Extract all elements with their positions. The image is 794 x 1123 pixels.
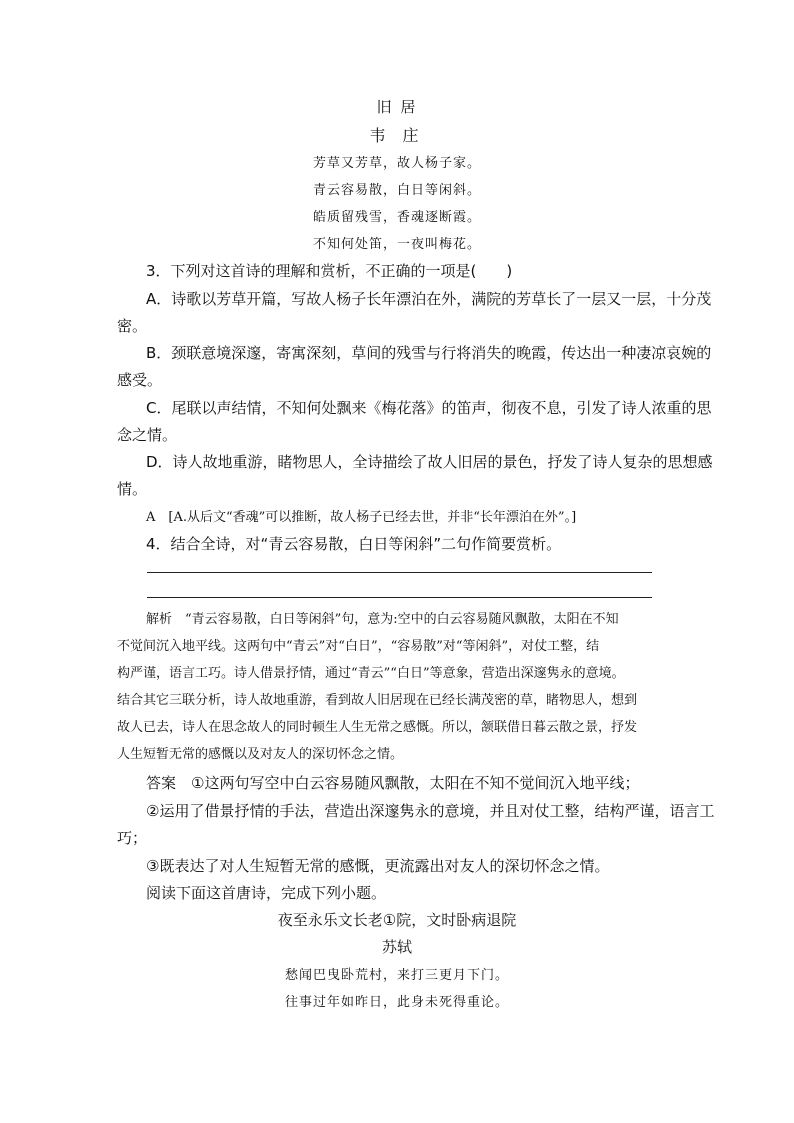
answer-point-2: ②运用了借景抒情的手法，营造出深邃隽永的意境，并且对仗工整，结构严谨，语言工 <box>146 802 715 820</box>
question-3-stem: 3．下列对这首诗的理解和赏析，不正确的一项是( ) <box>146 262 513 280</box>
answer-point-3: ③既表达了对人生短暂无常的感慨，更流露出对友人的深切怀念之情。 <box>146 857 610 875</box>
option-d: D．诗人故地重游，睹物思人，全诗描绘了故人旧居的景色，抒发了诗人复杂的思想感 <box>146 453 713 471</box>
option-a: A．诗歌以芳草开篇，写故人杨子长年漂泊在外，满院的芳草长了一层又一层，十分茂 <box>146 290 712 308</box>
poem-2-line: 往事过年如昨日，此身未死得重论。 <box>284 995 509 1010</box>
poem-2-author: 苏轼 <box>381 938 412 956</box>
option-d-cont: 情。 <box>117 480 148 498</box>
poem-author: 韦 庄 <box>369 126 425 145</box>
poem-2-line: 愁闻巴曳卧荒村，来打三更月下门。 <box>284 968 509 983</box>
poem-title: 旧 居 <box>376 98 418 116</box>
analysis-line: 故人已去，诗人在思念故人的同时顿生人生无常之感慨。所以，颔联借日暮云散之景，抒发 <box>117 720 638 735</box>
option-a-cont: 密。 <box>117 317 148 335</box>
poem-line: 青云容易散，白日等闲斜。 <box>312 183 481 198</box>
analysis-line: 人生短暂无常的感慨以及对友人的深切怀念之情。 <box>117 747 404 762</box>
answer-line <box>147 597 652 598</box>
poem-line: 芳草又芳草，故人杨子家。 <box>312 156 481 171</box>
option-c: C．尾联以声结情，不知何处飘来《梅花落》的笛声，彻夜不息，引发了诗人浓重的思 <box>146 399 712 417</box>
poem-2-title: 夜至永乐文长老①院，文时卧病退院 <box>277 911 517 929</box>
analysis-line: 解析 “青云容易散，白日等闲斜”句，意为:空中的白云容易随风飘散，太阳在不知 <box>146 612 619 627</box>
answer-point-2-cont: 巧； <box>117 829 148 847</box>
question-4-stem: 4．结合全诗，对“青云容易散，白日等闲斜”二句作简要赏析。 <box>146 535 562 553</box>
analysis-line: 不觉间沉入地平线。这两句中“青云”对“白日”，“容易散”对“等闲斜”，对仗工整，结 <box>117 639 600 654</box>
analysis-line: 构严谨，语言工巧。诗人借景抒情，通过“青云”“白日”等意象，营造出深邃隽永的意境。 <box>117 666 625 681</box>
poem-line: 皓质留残雪，香魂逐断霞。 <box>312 210 481 225</box>
answer-point-1: 答案 ①这两句写空中白云容易随风飘散，太阳在不知不觉间沉入地平线； <box>146 774 640 792</box>
reading-instruction: 阅读下面这首唐诗，完成下列小题。 <box>146 884 387 902</box>
option-b: B．颈联意境深邃，寄寓深刻，草间的残雪与行将消失的晚霞，传达出一种凄凉哀婉的 <box>146 344 712 362</box>
poem-line: 不知何处笛，一夜叫梅花。 <box>312 237 481 252</box>
question-3-answer: A [A.从后文“香魂”可以推断，故人杨子已经去世，并非“长年漂泊在外”。] <box>146 510 577 525</box>
option-c-cont: 念之情。 <box>117 426 178 444</box>
answer-line <box>147 572 652 573</box>
analysis-line: 结合其它三联分析，诗人故地重游，看到故人旧居现在已经长满茂密的草，睹物思人，想到 <box>117 693 638 708</box>
option-b-cont: 感受。 <box>117 371 163 389</box>
